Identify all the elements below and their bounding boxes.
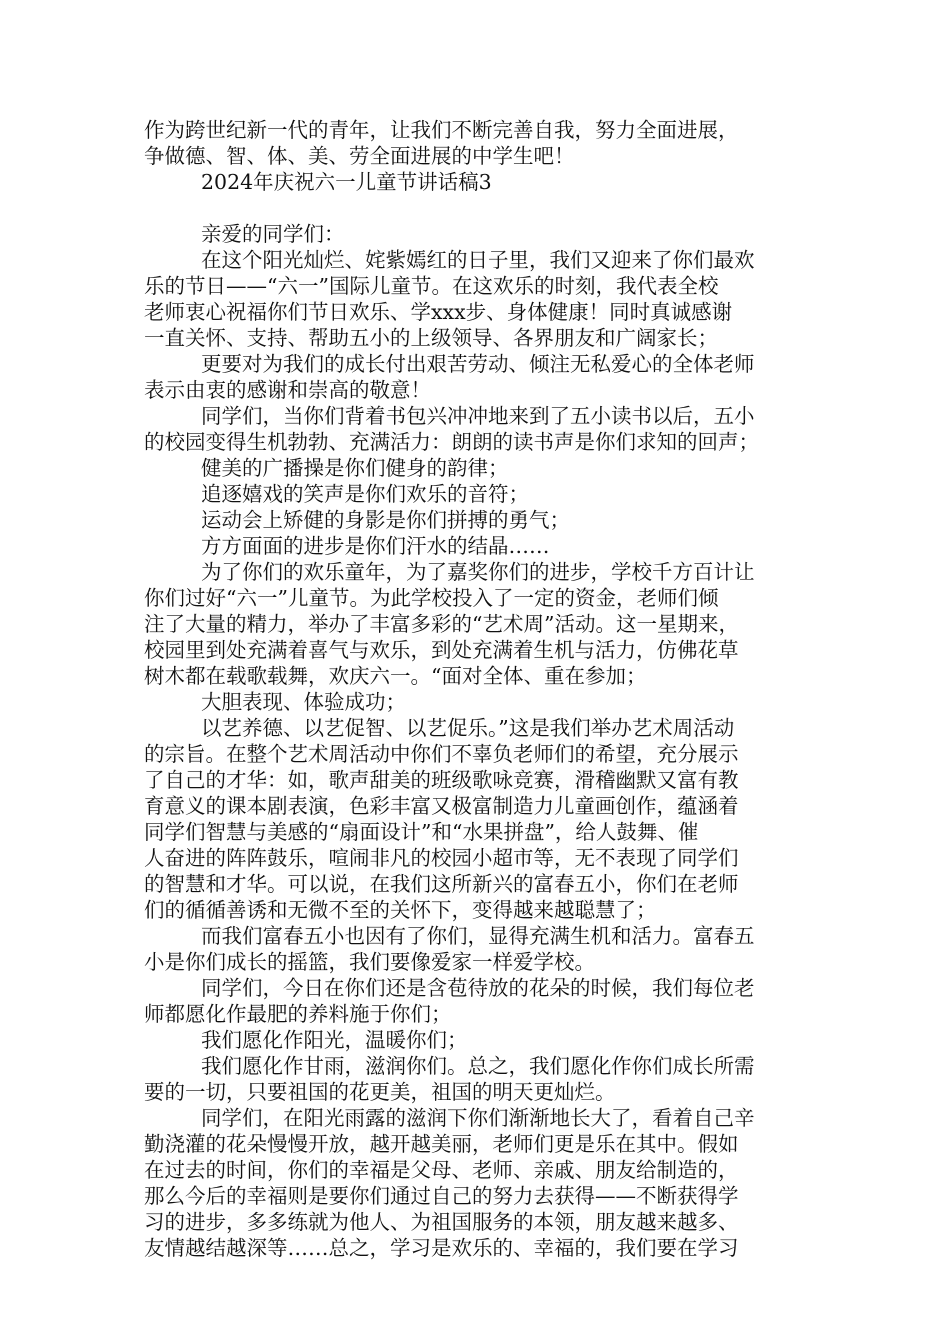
text-line: 老师衷心祝福你们节日欢乐、学xxx步、身体健康！同时真诚感谢 (144, 300, 733, 324)
text-line: 大胆表现、体验成功； (201, 690, 406, 714)
text-line: 而我们富春五小也因有了你们，显得充满生机和活力。富春五 (201, 924, 755, 948)
text-line: 追逐嬉戏的笑声是你们欢乐的音符； (201, 482, 529, 506)
text-line: 了自己的才华：如，歌声甜美的班级歌咏竞赛，滑稽幽默又富有教 (144, 768, 739, 792)
text-line: 表示由衷的感谢和崇高的敬意！ (144, 378, 431, 402)
text-line: 校园里到处充满着喜气与欢乐，到处充满着生机与活力，仿佛花草 (144, 638, 739, 662)
text-line: 健美的广播操是你们健身的韵律； (201, 456, 509, 480)
text-line: 的智慧和才华。可以说，在我们这所新兴的富春五小，你们在老师 (144, 872, 739, 896)
text-line: 的宗旨。在整个艺术周活动中你们不辜负老师们的希望，充分展示 (144, 742, 739, 766)
text-line: 我们愿化作甘雨，滋润你们。总之，我们愿化作你们成长所需 (201, 1054, 755, 1078)
document-page (144, 117, 824, 1261)
text-line: 我们愿化作阳光，温暖你们； (201, 1028, 468, 1052)
text-line: 师都愿化作最肥的养料施于你们； (144, 1002, 452, 1026)
text-line: 小是你们成长的摇篮，我们要像爱家一样爱学校。 (144, 950, 595, 974)
text-line: 树木都在载歌载舞，欢庆六一。“面对全体、重在参加； (144, 664, 647, 688)
text-line: 友情越结越深等……总之，学习是欢乐的、幸福的，我们要在学习 (144, 1236, 739, 1260)
text-line: 勤浇灌的花朵慢慢开放，越开越美丽，老师们更是乐在其中。假如 (144, 1132, 739, 1156)
text-line: 更要对为我们的成长付出艰苦劳动、倾注无私爱心的全体老师 (201, 352, 755, 376)
text-line: 习的进步，多多练就为他人、为祖国服务的本领，朋友越来越多、 (144, 1210, 739, 1234)
text-line: 为了你们的欢乐童年，为了嘉奖你们的进步，学校千方百计让 (201, 560, 755, 584)
text-line: 你们过好“六一”儿童节。为此学校投入了一定的资金，老师们倾 (144, 586, 719, 610)
text-line: 人奋进的阵阵鼓乐，喧闹非凡的校园小超市等，无不表现了同学们 (144, 846, 739, 870)
text-line: 作为跨世纪新一代的青年，让我们不断完善自我，努力全面进展， (144, 118, 739, 142)
text-line: 乐的节日——“六一”国际儿童节。在这欢乐的时刻，我代表全校 (144, 274, 719, 298)
text-line: 在过去的时间，你们的幸福是父母、老师、亲戚、朋友给制造的， (144, 1158, 739, 1182)
text-line: 同学们，在阳光雨露的滋润下你们渐渐地长大了，看着自己辛 (201, 1106, 755, 1130)
text-line: 以艺养德、以艺促智、以艺促乐。”这是我们举办艺术周活动 (201, 716, 735, 740)
text-line: 注了大量的精力，举办了丰富多彩的“艺术周”活动。这一星期来， (144, 612, 739, 636)
text-line: 育意义的课本剧表演，色彩丰富又极富制造力儿童画创作，蕴涵着 (144, 794, 739, 818)
text-line: 2024年庆祝六一儿童节讲话稿3 (201, 170, 492, 194)
text-line: 一直关怀、支持、帮助五小的上级领导、各界朋友和广阔家长； (144, 326, 718, 350)
text-line: 方方面面的进步是你们汗水的结晶…… (201, 534, 550, 558)
text-line: 同学们智慧与美感的“扇面设计”和“水果拼盘”，给人鼓舞、催 (144, 820, 699, 844)
text-line: 的校园变得生机勃勃、充满活力：朗朗的读书声是你们求知的回声； (144, 430, 759, 454)
text-line: 那么今后的幸福则是要你们通过自己的努力去获得——不断获得学 (144, 1184, 739, 1208)
text-line: 争做德、智、体、美、劳全面进展的中学生吧！ (144, 144, 575, 168)
text-line: 同学们，今日在你们还是含苞待放的花朵的时候，我们每位老 (201, 976, 755, 1000)
text-line: 亲爱的同学们： (201, 222, 345, 246)
blank-line (144, 195, 824, 221)
text-line: 要的一切，只要祖国的花更美，祖国的明天更灿烂。 (144, 1080, 616, 1104)
text-line: 们的循循善诱和无微不至的关怀下，变得越来越聪慧了； (144, 898, 657, 922)
text-line: 在这个阳光灿烂、姹紫嫣红的日子里，我们又迎来了你们最欢 (201, 248, 755, 272)
text-line: 运动会上矫健的身影是你们拼搏的勇气； (201, 508, 570, 532)
text-line: 同学们，当你们背着书包兴冲冲地来到了五小读书以后，五小 (201, 404, 755, 428)
